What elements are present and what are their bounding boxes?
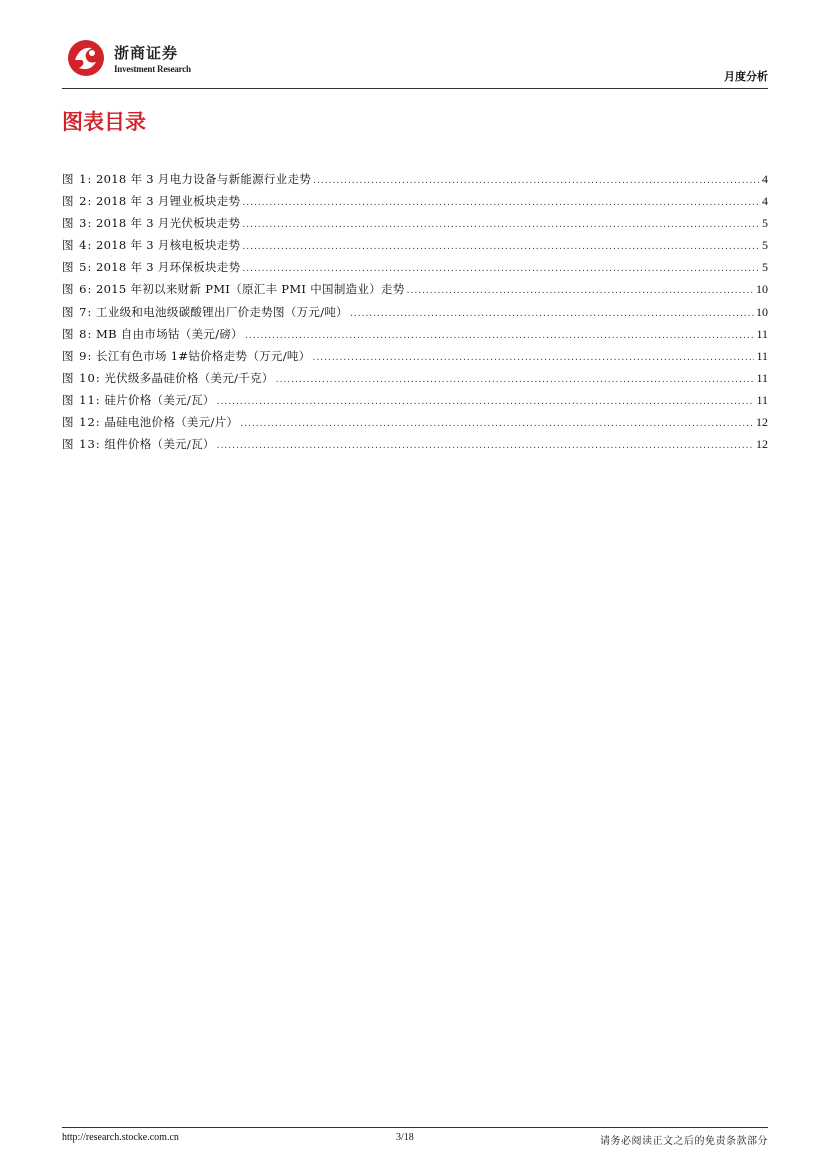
toc-item-prefix: 图 2: — [62, 194, 93, 209]
zheshang-securities-logo-icon — [66, 38, 106, 78]
page-header — [62, 38, 768, 88]
toc-item-label: MB 自由市场钴（美元/磅） — [96, 326, 243, 341]
toc-item-page: 11 — [756, 348, 768, 363]
toc-item-page: 5 — [762, 238, 768, 253]
toc-item-prefix: 图 9: — [62, 348, 93, 363]
toc-item-page: 4 — [762, 194, 768, 209]
toc-item-page: 5 — [762, 260, 768, 275]
toc-item-page: 11 — [756, 370, 768, 385]
report-type: 月度分析 — [724, 70, 768, 83]
toc-leader — [313, 168, 760, 192]
toc-leader — [242, 190, 760, 214]
toc-item-page: 5 — [762, 216, 768, 231]
toc-item-prefix: 图 4: — [62, 238, 93, 253]
toc-item[interactable] — [62, 345, 768, 367]
toc-item-label: 组件价格（美元/瓦） — [104, 437, 215, 452]
footer-disclaimer: 请务必阅读正文之后的免责条款部分 — [600, 1136, 768, 1147]
toc-item-prefix: 图 3: — [62, 216, 93, 231]
toc-item[interactable] — [62, 256, 768, 278]
toc-item[interactable] — [62, 367, 768, 389]
toc-leader — [313, 345, 755, 369]
toc-item[interactable] — [62, 389, 768, 411]
toc-item-label: 硅片价格（美元/瓦） — [104, 392, 215, 407]
toc-item-prefix: 图 10: — [62, 370, 101, 385]
toc-leader — [245, 323, 754, 347]
toc-item-page: 12 — [756, 437, 768, 452]
toc-item-prefix: 图 7: — [62, 304, 93, 319]
toc-leader — [242, 234, 760, 258]
toc-item-prefix: 图 6: — [62, 282, 93, 297]
toc-leader — [276, 367, 755, 391]
toc-item-label: 2018 年 3 月环保板块走势 — [96, 260, 241, 275]
brand-name-cn: 浙商证券 — [114, 44, 179, 62]
toc-item-page: 12 — [756, 415, 768, 430]
toc-leader — [242, 256, 760, 280]
toc-item-label: 2018 年 3 月光伏板块走势 — [96, 216, 241, 231]
toc-item-page: 10 — [756, 282, 768, 297]
header-divider — [62, 88, 768, 89]
toc-item[interactable] — [62, 190, 768, 212]
toc-leader — [407, 278, 754, 302]
toc-leader — [242, 212, 760, 236]
toc-item-label: 长江有色市场 1#钴价格走势（万元/吨） — [96, 348, 311, 363]
toc-item-label: 光伏级多晶硅价格（美元/千克） — [104, 370, 274, 385]
toc-leader — [217, 389, 755, 413]
toc-item-label: 晶硅电池价格（美元/片） — [104, 415, 239, 430]
toc-item-prefix: 图 11: — [62, 392, 101, 407]
toc-item-label: 2018 年 3 月电力设备与新能源行业走势 — [96, 172, 312, 186]
toc-item-page: 11 — [756, 392, 768, 407]
footer-page-number: 3/18 — [396, 1132, 414, 1143]
toc-item[interactable] — [62, 411, 768, 433]
toc-item[interactable] — [62, 278, 768, 300]
toc-leader — [240, 411, 754, 435]
toc-item-page: 11 — [756, 326, 768, 341]
footer-divider — [62, 1127, 768, 1128]
toc-item[interactable] — [62, 433, 768, 455]
toc-item-prefix: 图 1: — [62, 172, 93, 186]
toc-title: 图表目录 — [62, 110, 146, 134]
footer-url-link[interactable]: http://research.stocke.com.cn — [62, 1132, 179, 1143]
toc-item[interactable] — [62, 234, 768, 256]
toc-item-page: 4 — [762, 172, 768, 186]
brand-name-en: Investment Research — [114, 64, 191, 74]
toc-leader — [350, 301, 754, 325]
toc-item-label: 2015 年初以来财新 PMI（原汇丰 PMI 中国制造业）走势 — [96, 282, 405, 297]
toc-item-prefix: 图 8: — [62, 326, 93, 341]
toc-item-prefix: 图 12: — [62, 415, 101, 430]
toc-item-prefix: 图 5: — [62, 260, 93, 275]
toc-item[interactable] — [62, 212, 768, 234]
toc-item[interactable] — [62, 168, 768, 190]
toc-item-page: 10 — [756, 304, 768, 319]
toc-item-label: 工业级和电池级碳酸锂出厂价走势图（万元/吨） — [96, 304, 348, 319]
toc-item[interactable] — [62, 323, 768, 345]
toc-item-label: 2018 年 3 月锂业板块走势 — [96, 194, 241, 209]
toc-leader — [217, 433, 754, 457]
toc-item-label: 2018 年 3 月核电板块走势 — [96, 238, 241, 253]
toc-item-prefix: 图 13: — [62, 437, 101, 452]
toc-list — [62, 168, 768, 455]
toc-item[interactable] — [62, 301, 768, 323]
page-footer — [62, 1132, 768, 1150]
